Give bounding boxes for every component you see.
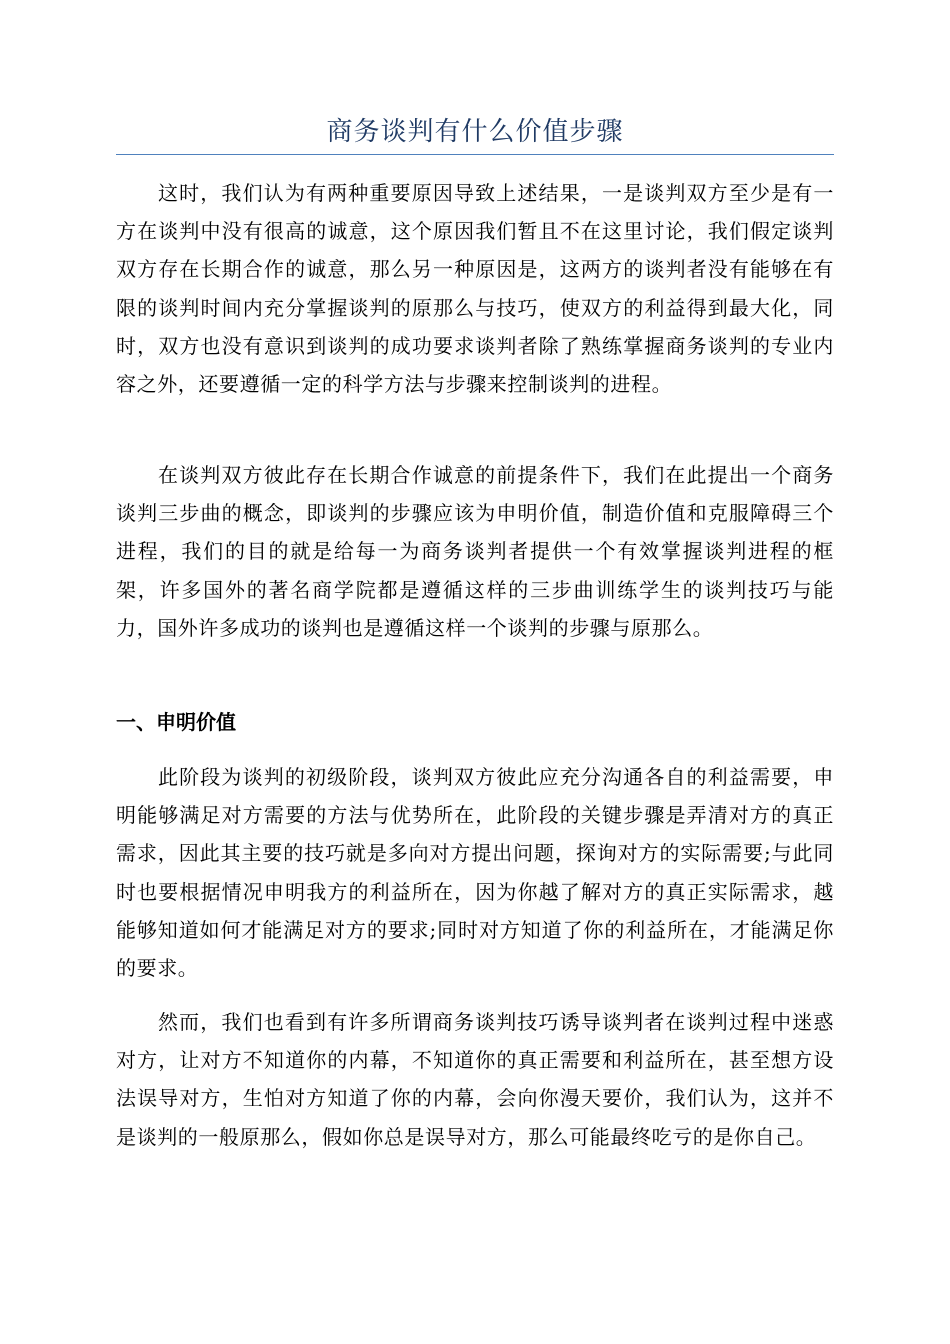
document-title: 商务谈判有什么价值步骤 <box>326 117 624 147</box>
paragraph: 然而，我们也看到有许多所谓商务谈判技巧诱导谈判者在谈判过程中迷惑对方，让对方不知道你的内幕，不知道你的真正需要和利益所在，甚至想方设法误导对方，生怕对方知道了你的内幕，会向你漫天要价，我们认为，这并不是谈判的一般原那么，假如你总是误导对方，那么可能最终吃亏的是你自己。 <box>116 1010 834 1149</box>
paragraph-3-block <box>116 758 834 987</box>
paragraph: 此阶段为谈判的初级阶段，谈判双方彼此应充分沟通各自的利益需要，申明能够满足对方需要的方法与优势所在，此阶段的关键步骤是弄清对方的真正需求，因此其主要的技巧就是多向对方提出问题，探询对方的实际需要;与此同时也要根据情况申明我方的利益所在，因为你越了解对方的真正实际需求，越能够知道如何才能满足对方的要求;同时对方知道了你的利益所在，才能满足你的要求。 <box>116 765 834 981</box>
paragraph-1-block <box>116 174 834 403</box>
paragraph-4-block <box>116 1003 834 1156</box>
paragraph: 这时，我们认为有两种重要原因导致上述结果，一是谈判双方至少是有一方在谈判中没有很高的诚意，这个原因我们暂且不在这里讨论，我们假定谈判双方存在长期合作的诚意，那么另一种原因是，这两方的谈判者没有能够在有限的谈判时间内充分掌握谈判的原那么与技巧，使双方的利益得到最大化，同时，双方也没有意识到谈判的成功要求谈判者除了熟练掌握商务谈判的专业内容之外，还要遵循一定的科学方法与步骤来控制谈判的进程。 <box>116 181 834 397</box>
section-heading: 一、申明价值 <box>116 710 236 734</box>
title-underline <box>116 154 834 155</box>
paragraph-2-block <box>116 456 834 647</box>
paragraph: 在谈判双方彼此存在长期合作诚意的前提条件下，我们在此提出一个商务谈判三步曲的概念，即谈判的步骤应该为申明价值，制造价值和克服障碍三个进程，我们的目的就是给每一为商务谈判者提供一个有效掌握谈判进程的框架，许多国外的著名商学院都是遵循这样的三步曲训练学生的谈判技巧与能力，国外许多成功的谈判也是遵循这样一个谈判的步骤与原那么。 <box>116 463 834 640</box>
section-heading-block <box>116 703 834 741</box>
